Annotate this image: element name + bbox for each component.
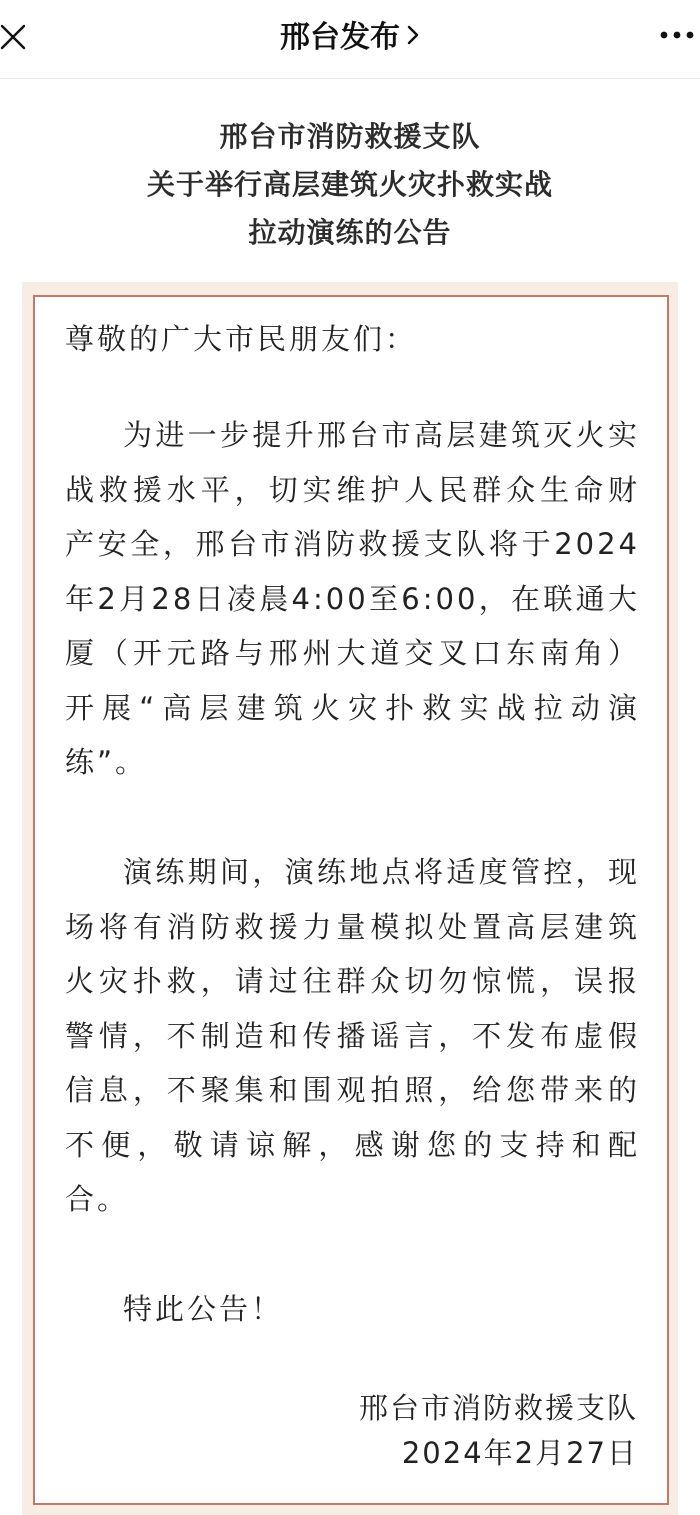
- notice-paragraph-2: 演练期间，演练地点将适度管控，现场将有消防救援力量模拟处置高层建筑火灾扑救，请过往群众切勿惊慌，误报警情，不制造和传播谣言，不发布虚假信息，不聚集和围观拍照，给您带来的不便，敬请谅解，感谢您的支持和配合。: [65, 855, 640, 1216]
- notice-greeting: 尊敬的广大市民朋友们：: [65, 322, 418, 356]
- more-horizontal-icon: [660, 30, 694, 40]
- account-title-link[interactable]: [0, 16, 700, 60]
- headline-line-3: 拉动演练的公告: [248, 216, 452, 249]
- signature-date: 2024年2月27日: [401, 1436, 638, 1470]
- nav-bar: [0, 0, 700, 79]
- notice-closing: 特此公告！: [123, 1292, 284, 1326]
- account-name: 邢台发布: [280, 20, 400, 55]
- signature-organization: 邢台市消防救援支队: [358, 1391, 638, 1425]
- article-headline: [0, 113, 700, 257]
- chevron-right-icon: [406, 15, 420, 59]
- notice-paragraph-1: 为进一步提升邢台市高层建筑灭火实战救援水平，切实维护人民群众生命财产安全，邢台市消防救援支队将于2024年2月28日凌晨4:00至6:00，在联通大厦（开元路与邢州大道交叉口东南角）开展“高层建筑火灾扑救实战拉动演练”。: [65, 418, 640, 779]
- more-button[interactable]: [654, 24, 694, 52]
- headline-line-2: 关于举行高层建筑火灾扑救实战: [146, 168, 553, 201]
- headline-line-1: 邢台市消防救援支队: [219, 120, 481, 153]
